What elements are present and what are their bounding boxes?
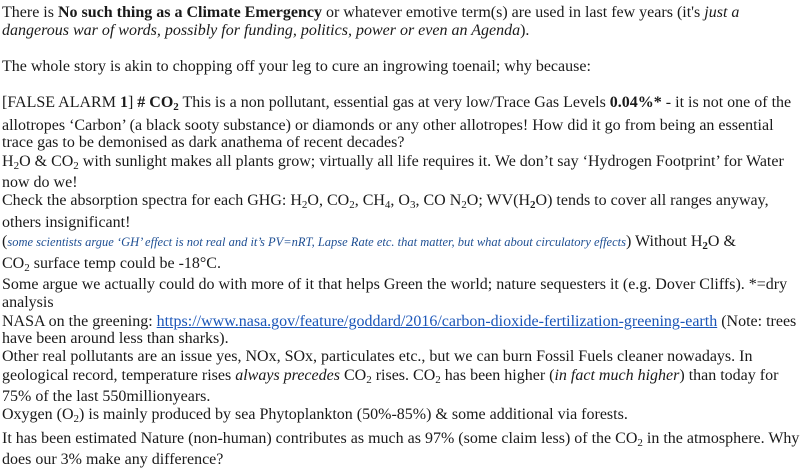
paragraph-pollutants-line-1: Other real pollutants are an issue yes, NOx, SOx, particulates etc., but we can burn Fossil Fuels cleaner nowadays. In [2,348,753,365]
paragraph-pollutants-line-2: geological record, temperature rises always precedes $CO_2$ rises. $CO_2$ has been higher (in fact much higher) than today for [2,367,779,386]
paragraph-intro-line-2: dangerous war of words, possibly for funding, politics, power or even an Agenda). [2,22,530,39]
paragraph-nature-line-1: It has been estimated Nature (non-human) contributes as much as 97% (some claim less) of the $CO_2$ in the atmosphere. Why [2,430,800,449]
paragraph-analogy: The whole story is akin to chopping off your leg to cure an ingrowing toenail; why because: [2,58,591,75]
paragraph-gh-line-2: $CO_2$ surface temp could be -18°C. [2,255,221,274]
paragraph-spectra-line-2: others insignificant! [2,214,131,231]
nasa-greening-link[interactable]: https://www.nasa.gov/feature/goddard/2016/carbon-dioxide-fertilization-greening-earth [156,313,718,330]
paragraph-false-alarm-line-1: [FALSE ALARM 1] # $CO_2$ This is a non pollutant, essential gas at very low/Trace Gas Levels 0.04%* - it is not one of the [2,94,792,113]
paragraph-water-line-2: now do we! [2,174,78,191]
headline-phrase: No such thing as a Climate Emergency [57,4,322,21]
co2-heading: # $CO_2$ [137,94,179,113]
paragraph-nasa-line-1: NASA on the greening: https://www.nasa.gov/feature/goddard/2016/carbon-dioxide-fertilization-greening-earth (Note: trees [2,313,797,330]
paragraph-green-line-1: Some argue we actually could do with more of it that helps Green the world; nature sequesters it (e.g. Dover Cliffs). *=dry [2,276,788,293]
paragraph-green-line-2: analysis [2,294,54,311]
paragraph-nature-line-2: does our 3% make any difference? [2,451,224,468]
paragraph-gh-line-1: (some scientists argue ‘GH’ effect is not real and it’s PV=nRT, Lapse Rate etc. that matter, but what about circulatory effects) Without $H_2O$ & [2,233,736,252]
paragraph-water-line-1: $H_2O$ & $CO_2$ with sunlight makes all plants grow; virtually all life requires it. We don’t say ‘Hydrogen Footprint’ for Water [2,153,784,172]
paragraph-oxygen: Oxygen $(O_2)$ is mainly produced by sea Phytoplankton (50%-85%) & some additional via forests. [2,406,628,425]
paragraph-intro-line-1: There is No such thing as a Climate Emergency or whatever emotive term(s) are used in last few years (it's just a [2,4,740,21]
paragraph-nasa-line-2: have been around less than sharks). [2,330,229,347]
scientist-note: some scientists argue ‘GH’ effect is not real and it’s PV=nRT, Lapse Rate etc. that matter, but what about circulatory effects [7,235,626,249]
paragraph-false-alarm-line-2: allotropes ‘Carbon’ (a black sooty substance) or diamonds or any other allotropes! How did it go from being an essential [2,117,774,134]
paragraph-false-alarm-line-3: trace gas to be demonised as dark anathema of recent decades? [2,134,405,151]
paragraph-spectra-line-1: Check the absorption spectra for each GHG: $H_2O$, $CO_2$, $CH_4$, $O_3$, CO $N_2O$; $WV(H_2O)$ tends to cover all ranges anyway, [2,192,769,211]
paragraph-pollutants-line-3: 75% of the last 550millionyears. [2,388,211,405]
